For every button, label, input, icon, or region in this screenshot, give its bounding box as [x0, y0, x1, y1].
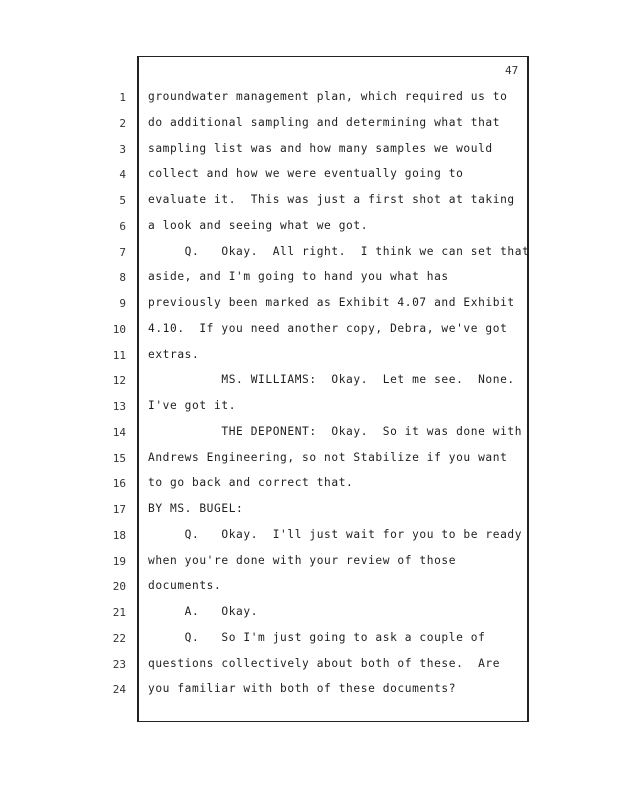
transcript-line: a look and seeing what we got.	[148, 218, 369, 232]
line-number: 1	[119, 91, 126, 104]
transcript-line: sampling list was and how many samples we would	[148, 141, 493, 155]
line-number: 7	[119, 245, 126, 259]
transcript-line: previously been marked as Exhibit 4.07 and Exhibit	[148, 296, 515, 309]
transcript-line: BY MS. BUGEL:	[148, 502, 244, 515]
transcript-line: do additional sampling and determining what that	[148, 115, 501, 129]
transcript-line: 4.10. If you need another copy, Debra, we've got	[148, 321, 508, 335]
transcript-line: A. Okay.	[148, 605, 259, 618]
line-number: 18	[112, 528, 126, 542]
line-number: 22	[112, 631, 126, 645]
line-number: 3	[119, 142, 126, 156]
line-number: 5	[119, 194, 126, 207]
transcript-line: Andrews Engineering, so not Stabilize if you want	[148, 450, 508, 464]
transcript-line: aside, and I'm going to hand you what has	[148, 270, 449, 284]
transcript-line: you familiar with both of these documents?	[148, 682, 457, 696]
page-number: 47	[505, 64, 519, 77]
line-number: 14	[112, 425, 126, 439]
line-number: 15	[112, 451, 126, 465]
transcript-line: when you're done with your review of those	[148, 553, 457, 567]
line-number: 19	[112, 554, 126, 568]
line-number: 10	[112, 322, 126, 336]
transcript-line: questions collectively about both of these. Are	[148, 656, 501, 670]
transcript-line: I've got it.	[148, 399, 237, 412]
line-number: 9	[119, 297, 126, 310]
line-number: 8	[119, 271, 126, 285]
transcript-line: Q. So I'm just going to ask a couple of	[148, 630, 486, 644]
transcript-line: MS. WILLIAMS: Okay. Let me see. None.	[148, 373, 515, 387]
line-number: 17	[112, 503, 126, 516]
line-number: 13	[112, 400, 126, 413]
transcript-line: to go back and correct that.	[148, 476, 354, 490]
transcript-line: evaluate it. This was just a first shot at taking	[148, 193, 515, 206]
transcript-line: THE DEPONENT: Okay. So it was done with	[148, 424, 523, 438]
line-number: 16	[112, 477, 126, 491]
transcript-page-border	[137, 56, 529, 722]
transcript-line: collect and how we were eventually going to	[148, 167, 464, 181]
line-number: 12	[112, 374, 126, 388]
line-number: 4	[119, 168, 126, 182]
transcript-line: Q. Okay. I'll just wait for you to be ready	[148, 527, 523, 541]
transcript-line: groundwater management plan, which required us to	[148, 90, 508, 103]
line-number: 11	[112, 348, 126, 362]
line-number: 24	[112, 683, 126, 697]
line-number: 2	[119, 116, 126, 130]
transcript-line: Q. Okay. All right. I think we can set that	[148, 244, 530, 258]
line-number: 21	[112, 606, 126, 619]
transcript-line: documents.	[148, 579, 222, 593]
transcript-line: extras.	[148, 347, 200, 361]
line-number: 23	[112, 657, 126, 671]
line-number: 20	[112, 580, 126, 594]
line-number: 6	[119, 219, 126, 233]
